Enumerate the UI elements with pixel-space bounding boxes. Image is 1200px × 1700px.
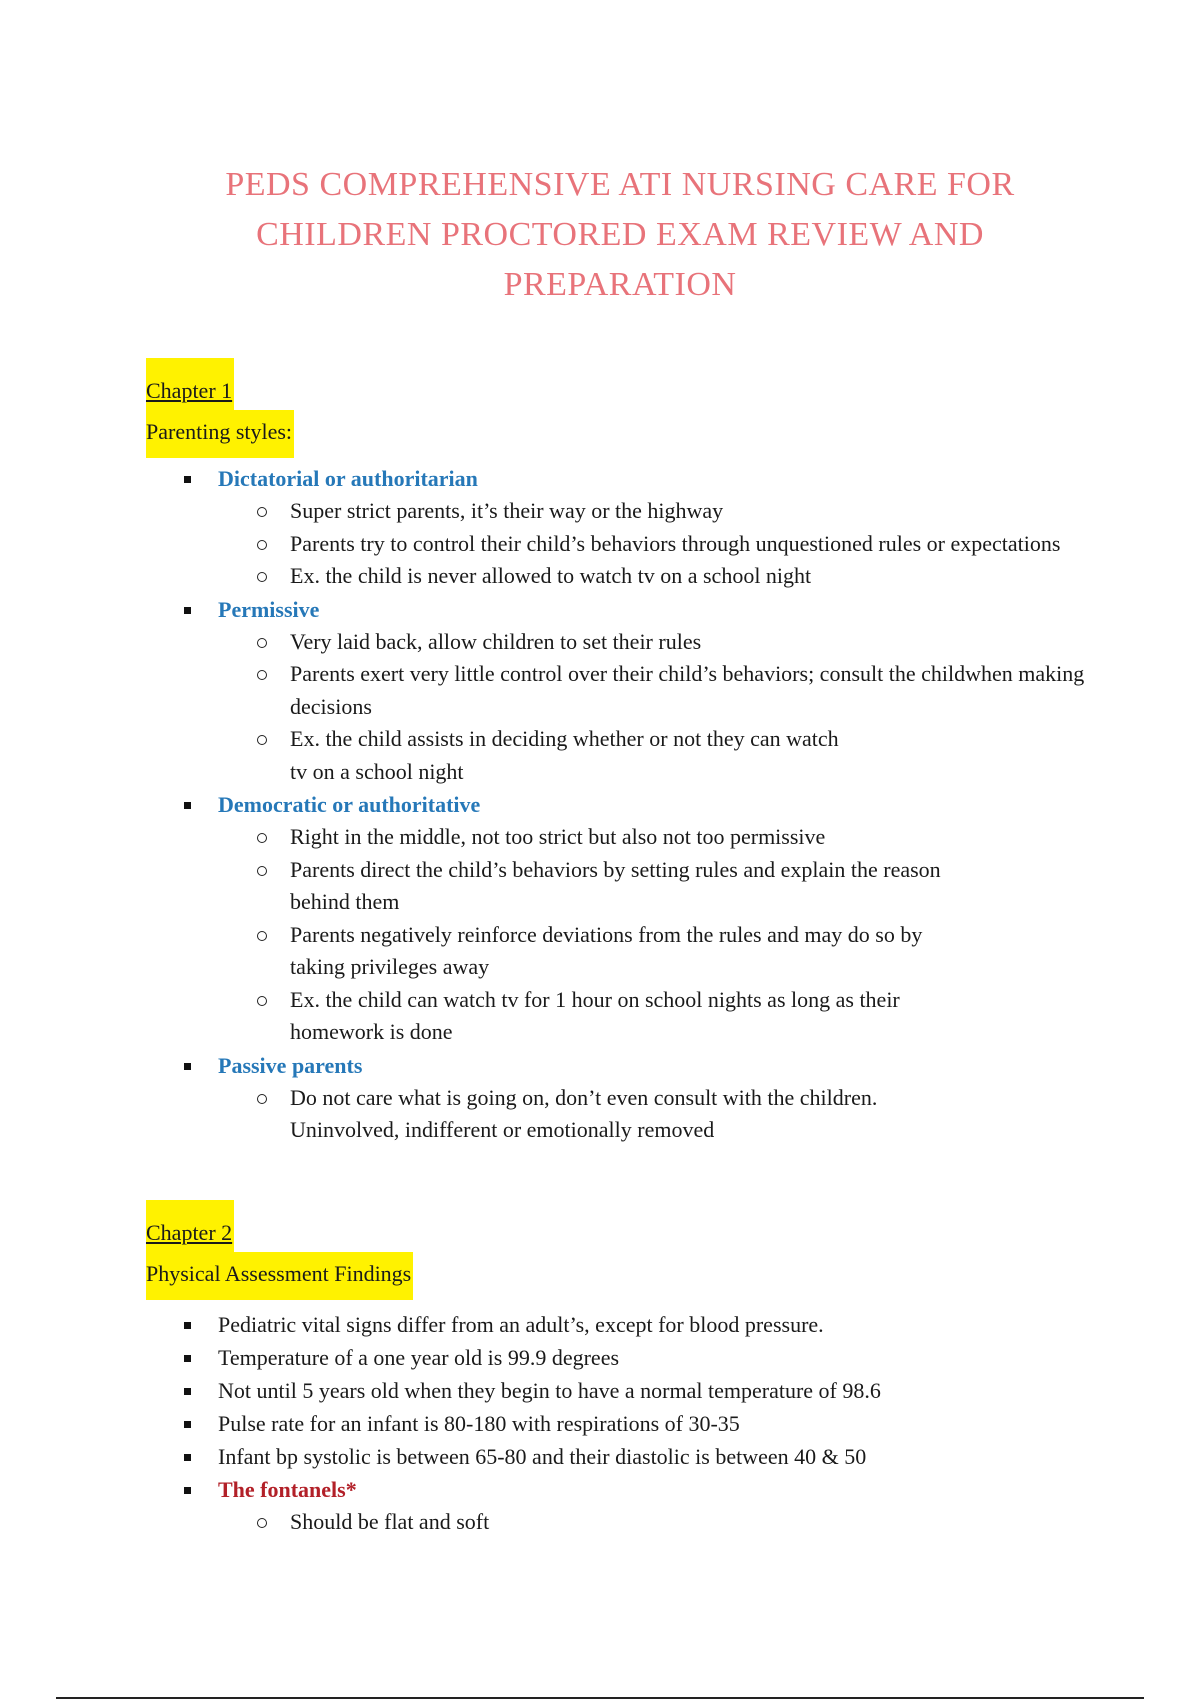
style-heading: Permissive (218, 596, 320, 622)
circle-bullet-icon (257, 735, 267, 745)
list-item (146, 462, 1096, 495)
document-title (140, 160, 1100, 310)
style-details-list (146, 821, 1096, 1049)
style-heading: Dictatorial or authoritarian (218, 466, 478, 491)
list-item (146, 1440, 1096, 1473)
square-bullet-icon (184, 1063, 191, 1070)
square-bullet-icon (184, 1421, 191, 1428)
square-bullet-icon (184, 1454, 191, 1461)
list-item (146, 1049, 1096, 1082)
circle-bullet-icon (257, 572, 267, 582)
detail-text: Do not care what is going on, don’t even consult with the children. Uninvolved, indifferent or emotionally removed (290, 1084, 878, 1142)
detail-text: Super strict parents, it’s their way or the highway (290, 498, 724, 523)
finding-text: Temperature of a one year old is 99.9 degrees (218, 1345, 620, 1370)
parenting-styles-list (146, 593, 1096, 626)
list-item (146, 919, 1096, 984)
assessment-findings-list (146, 1308, 1096, 1506)
list-item (146, 821, 1096, 854)
list-item (146, 1473, 1096, 1506)
square-bullet-icon (184, 476, 191, 483)
detail-text: Parents try to control their child’s behaviors through unquestioned rules or expectations (290, 530, 1061, 556)
list-item (146, 1341, 1096, 1374)
style-details-list (146, 495, 1096, 593)
chapter-2-label: Chapter 2 (146, 1200, 234, 1252)
style-details-list (146, 1082, 1096, 1147)
square-bullet-icon (184, 1355, 191, 1362)
square-bullet-icon (184, 1487, 191, 1494)
detail-text: Should be flat and soft (290, 1509, 490, 1534)
square-bullet-icon (184, 1322, 191, 1329)
list-item (146, 1374, 1096, 1407)
list-item (146, 984, 1096, 1049)
finding-text: Pulse rate for an infant is 80-180 with respirations of 30-35 (218, 1411, 740, 1436)
list-item (146, 788, 1096, 821)
style-heading: Democratic or authoritative (218, 792, 481, 817)
list-item (146, 1407, 1096, 1440)
parenting-styles-label: Parenting styles: (146, 410, 294, 458)
detail-text: Parents exert very little control over their child’s behaviors; consult the childwhen making decisions (290, 661, 1085, 719)
chapter-2-section (146, 1200, 1096, 1539)
detail-text: Parents negatively reinforce deviations from the rules and may do so by taking privileges away (290, 921, 923, 979)
square-bullet-icon (184, 1388, 191, 1395)
list-item (146, 528, 1096, 561)
page-divider (56, 1697, 1144, 1699)
title-line: PREPARATION (503, 266, 737, 303)
list-item (146, 854, 1096, 919)
square-bullet-icon (184, 802, 191, 809)
detail-text: Very laid back, allow children to set their rules (290, 628, 702, 654)
style-details-list (146, 626, 1096, 789)
finding-text: Infant bp systolic is between 65-80 and their diastolic is between 40 & 50 (218, 1444, 867, 1469)
circle-bullet-icon (257, 931, 267, 941)
detail-text: Ex. the child can watch tv for 1 hour on school nights as long as their homework is done (290, 986, 900, 1044)
finding-text: Pediatric vital signs differ from an adult’s, except for blood pressure. (218, 1312, 824, 1337)
list-item (146, 560, 1096, 593)
chapter-1-label: Chapter 1 (146, 358, 234, 410)
square-bullet-icon (184, 607, 191, 614)
circle-bullet-icon (257, 670, 267, 680)
title-line: PEDS COMPREHENSIVE ATI NURSING CARE FOR (225, 166, 1015, 203)
detail-text: Parents direct the child’s behaviors by setting rules and explain the reason behind them (290, 856, 941, 914)
fontanels-heading: The fontanels* (218, 1477, 357, 1502)
fontanels-details-list (146, 1506, 1096, 1539)
circle-bullet-icon (257, 540, 267, 550)
parenting-styles-list (146, 462, 1096, 495)
parenting-styles-list (146, 1049, 1096, 1082)
circle-bullet-icon (257, 638, 267, 648)
circle-bullet-icon (257, 866, 267, 876)
parenting-styles-list (146, 788, 1096, 821)
list-item (146, 1506, 1096, 1539)
circle-bullet-icon (257, 1518, 267, 1528)
physical-assessment-label: Physical Assessment Findings (146, 1252, 413, 1300)
circle-bullet-icon (257, 833, 267, 843)
detail-text: Right in the middle, not too strict but also not too permissive (290, 824, 826, 849)
list-item (146, 1082, 1096, 1147)
detail-text: Ex. the child assists in deciding whether or not they can watch tv on a school night (290, 726, 839, 784)
list-item (146, 626, 1096, 659)
list-item (146, 593, 1096, 626)
list-item (146, 495, 1096, 528)
circle-bullet-icon (257, 1094, 267, 1104)
detail-text: Ex. the child is never allowed to watch tv on a school night (290, 563, 812, 588)
title-line: CHILDREN PROCTORED EXAM REVIEW AND (256, 216, 984, 253)
circle-bullet-icon (257, 507, 267, 517)
finding-text: Not until 5 years old when they begin to have a normal temperature of 98.6 (218, 1378, 881, 1403)
list-item (146, 1308, 1096, 1341)
chapter-1-section (146, 358, 1096, 1147)
circle-bullet-icon (257, 996, 267, 1006)
list-item (146, 723, 1096, 788)
style-heading: Passive parents (218, 1052, 363, 1078)
list-item (146, 658, 1096, 723)
